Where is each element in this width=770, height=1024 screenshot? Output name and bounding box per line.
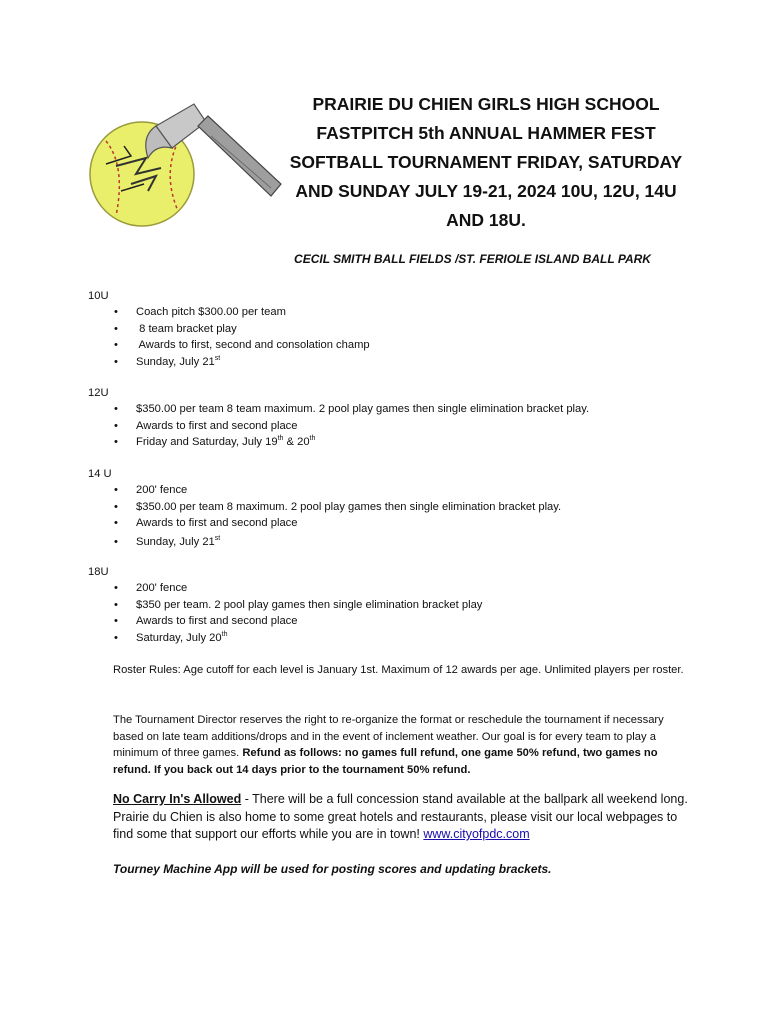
- division-list: [88, 401, 589, 451]
- tournament-title: [285, 90, 687, 235]
- city-website-link[interactable]: www.cityofpdc.com: [423, 827, 530, 841]
- title-line: SOFTBALL TOURNAMENT FRIDAY, SATURDAY: [289, 152, 683, 172]
- list-item: • Sunday, July 21st: [88, 354, 370, 371]
- concession-notice: No Carry In's Allowed - There will be a full concession stand available at the ballpark all weekend long. Prairie du Chien is also home to some great hotels and restaurants, please visit our local webpages to find some that support our efforts while you are in town! www.cityofpdc.com: [113, 792, 688, 841]
- title-line: AND SUNDAY JULY 19-21, 2024 10U, 12U, 14U: [295, 181, 677, 201]
- list-item: • 200' fence: [88, 482, 561, 499]
- concession-heading: No Carry In's Allowed: [113, 792, 242, 806]
- list-item: • $350.00 per team 8 maximum. 2 pool play games then single elimination bracket play.: [88, 499, 561, 516]
- list-item: • Awards to first and second place: [88, 515, 561, 532]
- bullet-icon: •: [114, 436, 118, 448]
- bullet-icon: •: [114, 339, 118, 351]
- bullet-icon: •: [114, 517, 118, 529]
- division-heading: 14 U: [88, 468, 112, 480]
- division-list: [88, 580, 482, 646]
- bullet-icon: •: [114, 355, 118, 368]
- bullet-icon: •: [114, 535, 118, 548]
- division-heading: 12U: [88, 387, 109, 399]
- bullet-icon: •: [114, 582, 118, 594]
- list-item: • $350.00 per team 8 team maximum. 2 pool play games then single elimination bracket play.: [88, 401, 589, 418]
- list-item: • 200' fence: [88, 580, 482, 597]
- bullet-icon: •: [114, 403, 118, 415]
- bullet-icon: •: [114, 322, 118, 335]
- list-item: • 8 team bracket play: [88, 321, 370, 338]
- list-item: • Awards to first, second and consolation champ: [88, 337, 370, 354]
- division-heading: 10U: [88, 290, 109, 302]
- refund-policy: Refund as follows: no games full refund, one game 50% refund, two games no refund. If you back out 14 days prior to the tournament 50% refund.: [113, 747, 658, 776]
- list-item: • $350 per team. 2 pool play games then single elimination bracket play: [88, 597, 482, 614]
- roster-rules: Roster Rules: Age cutoff for each level is January 1st. Maximum of 12 awards per age. Unlimited players per roster.: [113, 664, 684, 676]
- list-item: • Awards to first and second place: [88, 418, 589, 435]
- softball-hammer-logo: [86, 96, 286, 236]
- bullet-icon: •: [114, 615, 118, 627]
- list-item: • Saturday, July 20th: [88, 630, 482, 647]
- title-line: FASTPITCH 5th ANNUAL HAMMER FEST: [316, 123, 656, 143]
- director-notice: The Tournament Director reserves the right to re-organize the format or reschedule the tournament if necessary based on late team additions/drops and in the event of inclement weather. Our goal is for every team to play a minimum of three games. Refund as follows: no games full refund, one game 50% refund, two games no refund. If you back out 14 days prior to the tournament 50% refund.: [113, 714, 664, 776]
- bullet-icon: •: [114, 500, 118, 513]
- division-list: [88, 482, 561, 550]
- division-14u: [88, 466, 561, 550]
- division-10u: [88, 288, 370, 370]
- bullet-icon: •: [114, 419, 118, 432]
- list-item: • Sunday, July 21st: [88, 534, 561, 551]
- title-line: AND 18U.: [446, 210, 526, 230]
- division-18u: [88, 564, 482, 646]
- bullet-icon: •: [114, 598, 118, 611]
- bullet-icon: •: [114, 484, 118, 496]
- list-item: • Coach pitch $300.00 per team: [88, 304, 370, 321]
- tourney-app-note: Tourney Machine App will be used for posting scores and updating brackets.: [113, 862, 552, 876]
- venue-line: CECIL SMITH BALL FIELDS /ST. FERIOLE ISLAND BALL PARK: [294, 252, 651, 266]
- division-list: [88, 304, 370, 370]
- title-line: PRAIRIE DU CHIEN GIRLS HIGH SCHOOL: [312, 94, 660, 114]
- bullet-icon: •: [114, 306, 118, 318]
- list-item: • Friday and Saturday, July 19th & 20th: [88, 434, 589, 451]
- division-heading: 18U: [88, 566, 109, 578]
- division-12u: [88, 385, 589, 451]
- bullet-icon: •: [114, 631, 118, 644]
- list-item: • Awards to first and second place: [88, 613, 482, 630]
